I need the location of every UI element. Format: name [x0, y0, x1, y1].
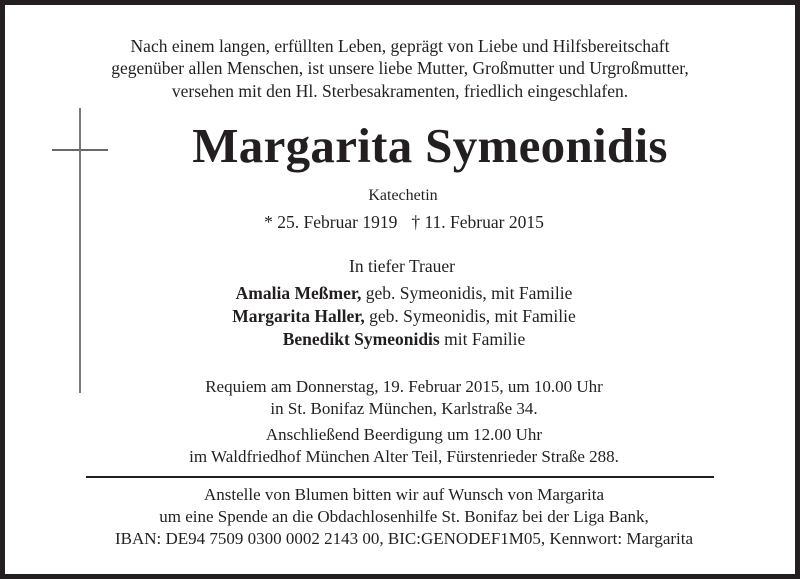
deceased-name: Margarita Symeonidis: [192, 118, 668, 173]
deceased-role: Katechetin: [368, 187, 438, 204]
requiem-line-1: Requiem am Donnerstag, 19. Februar 2015, um 10.00 Uhr: [205, 377, 603, 396]
life-dates: [13, 211, 795, 233]
divider-rule: [86, 476, 714, 478]
mourner-name: Benedikt Symeonidis: [282, 329, 440, 349]
donation-line-3: IBAN: DE94 7509 0300 0002 2143 00, BIC:GENODEF1M05, Kennwort: Margarita: [114, 529, 694, 548]
donation-line-2: um eine Spende an die Obdachlosenhilfe St. Bonifaz bei der Liga Bank,: [159, 507, 649, 526]
mourner-entry: [13, 328, 795, 351]
intro-line-1: Nach einem langen, erfüllten Leben, geprägt von Liebe und Hilfsbereitschaft: [130, 36, 670, 56]
birth-date: * 25. Februar 1919: [264, 212, 398, 232]
burial-line-2: im Waldfriedhof München Alter Teil, Fürstenrieder Straße 288.: [189, 447, 619, 466]
mourner-name: Amalia Meßmer,: [235, 283, 362, 303]
mourner-entry: [13, 305, 795, 328]
burial-line-1: Anschließend Beerdigung um 12.00 Uhr: [265, 425, 543, 444]
mourner-name: Margarita Haller,: [232, 306, 365, 326]
mourner-entry: [13, 282, 795, 305]
donation-line-1: Anstelle von Blumen bitten wir auf Wunsch von Margarita: [204, 485, 604, 504]
requiem-line-2: in St. Bonifaz München, Karlstraße 34.: [270, 399, 538, 418]
mourner-detail: mit Familie: [439, 329, 526, 349]
mourner-detail: geb. Symeonidis, mit Familie: [361, 283, 573, 303]
death-date: † 11. Februar 2015: [411, 212, 544, 232]
mourning-heading: In tiefer Trauer: [349, 256, 455, 276]
intro-line-2: gegenüber allen Menschen, ist unsere liebe Mutter, Großmutter und Urgroßmutter,: [111, 58, 689, 78]
intro-line-3: versehen mit den Hl. Sterbesakramenten, friedlich eingeschlafen.: [171, 81, 629, 101]
mourner-detail: geb. Symeonidis, mit Familie: [364, 306, 576, 326]
